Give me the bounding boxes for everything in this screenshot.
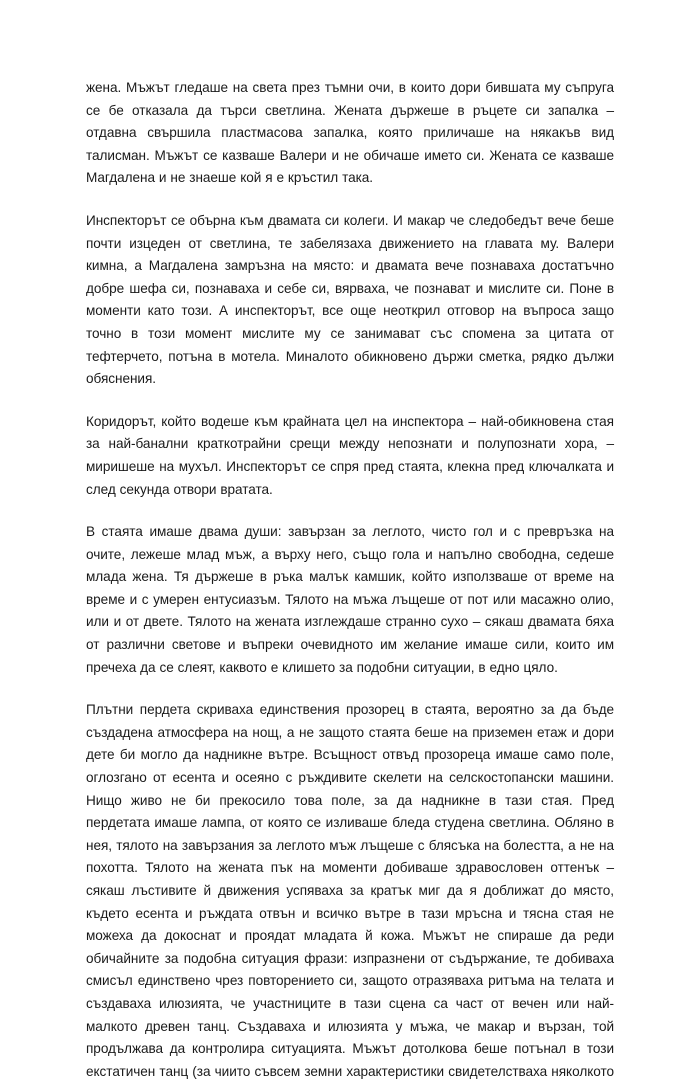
paragraph-1: жена. Мъжът гледаше на света през тъмни очи, в които дори бившата му съпруга се бе отказала да търси светлина. Жената държеше в ръцете си запалка – отдавна свършила пластмасова запалка, която приличаше на някакъв вид талисман. Мъжът се казваше Валери и не обичаше името си. Жената се казваше Магдалена и не знаеше кой я е кръстил така. xyxy=(86,80,614,186)
paragraph-5: Плътни пердета скриваха единствения прозорец в стаята, вероятно за да бъде създадена атмосфера на нощ, а не защото стаята беше на приземен етаж и дори дете би могло да надникне вътре. Всъщност отвъд прозореца имаше само поле, оглозгано от есента и осеяно с ръждивите скелети на селскостопански машини. Нищо живо не би прекосило това поле, за да надникне в тази стая. Пред пердетата имаше лампа, от която се изливаше бледа студена светлина. Обляно в нея, тялото на завързания за леглото мъж лъщеше с блясъка на болестта, а не на похотта. Тялото на жената пък на моменти добиваше здравословен оттенък – сякаш лъстивите й движения успяваха за кратък миг да я доближат до място, където есента и ръждата отвън и всичко вътре в тази мръсна и тясна стая не можеха да докоснат и проядат младата й кожа. Мъжът не спираше да реди обичайните за подобна ситуация фрази: изпразнени от съдържание, те добиваха смисъл единствено чрез повторението си, защото отразяваха ритъма на телата и създаваха илюзията, че участниците в тази сцена са част от вечен или най-малкото древен танц. Създаваха и илюзията у мъжа, че макар и вързан, той продължава да контролира ситуацията. Мъжът дотолкова беше потънал в този екстатичен танц (за чиито съвсем земни характеристики свидетелстваха няколкото xyxy=(86,702,614,1079)
paragraph-3: Коридорът, който водеше към крайната цел на инспектора – най-обикновена стая за най-банални краткотрайни срещи между непознати и полупознати хора, – миришеше на мухъл. Инспекторът се спря пред стаята, клекна пред ключалката и след секунда отвори вратата. xyxy=(86,413,614,497)
paragraph-4: В стаята имаше двама души: завързан за леглото, чисто гол и с превръзка на очите, лежеше млад мъж, а върху него, също гола и напълно свободна, седеше млада жена. Тя държеше в ръка малък камшик, който използваше от време на време и с умерен ентусиазъм. Тялото на мъжа лъщеше от пот или масажно олио, или и от двете. Тялото на жената изглеждаше странно сухо – сякаш двамата бяха от различни светове и въпреки очевидното им желание имаше сили, които им пречеха да се слеят, каквото е клишето за подобни ситуации, в едно цяло. xyxy=(86,524,614,675)
paragraph-2: Инспекторът се обърна към двамата си колеги. И макар че следобедът вече беше почти изцеден от светлина, те забелязаха движението на главата му. Валери кимна, а Магдалена замръзна на място: и двамата вече познаваха достатъчно добре шефа си, познаваха и себе си, вярваха, че познават и мислите си. Поне в моменти като този. А инспекторът, все още неоткрил отговор на въпроса защо точно в този момент мислите му се занимават със спомена за цитата от тефтерчето, потъна в мотела. Миналото обикновено държи сметка, рядко дължи обяснения. xyxy=(86,212,614,387)
